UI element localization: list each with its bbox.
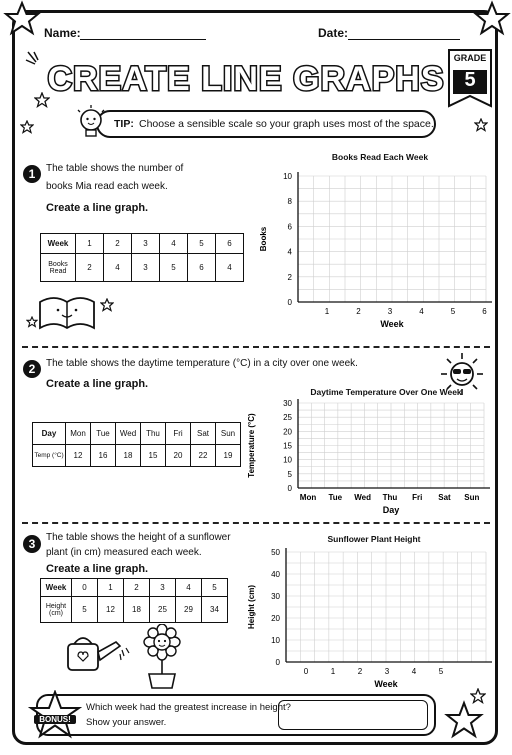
- table-cell: 5: [160, 254, 188, 282]
- table-header-cell: 1: [98, 579, 124, 597]
- table-header-cell: Wed: [116, 423, 141, 445]
- x-tick-label: Tue: [328, 493, 343, 502]
- y-tick-label: 50: [271, 548, 280, 557]
- tip-label: TIP:: [114, 118, 134, 130]
- q3-text-line1: The table shows the height of a sunflower: [46, 532, 231, 543]
- y-tick-label: 10: [271, 636, 280, 645]
- table-header-cell: 5: [188, 234, 216, 254]
- q3-data-table: [40, 578, 228, 623]
- table-header-cell: Sat: [191, 423, 216, 445]
- table-header-cell: Week: [41, 579, 72, 597]
- x-tick-label: 3: [384, 667, 390, 676]
- table-cell: 29: [176, 597, 202, 623]
- question-number: 2: [23, 360, 41, 378]
- table-header-cell: 4: [176, 579, 202, 597]
- table-header-cell: 1: [76, 234, 104, 254]
- y-axis-label: Temperature (°C): [247, 413, 256, 478]
- table-header-cell: 6: [216, 234, 244, 254]
- x-axis-label: Week: [374, 679, 398, 689]
- y-tick-label: 40: [271, 570, 280, 579]
- x-tick-label: Wed: [354, 493, 371, 502]
- y-axis-label: Height (cm): [247, 585, 256, 629]
- table-cell: 22: [191, 445, 216, 467]
- q1-instruction: Create a line graph.: [46, 202, 149, 214]
- table-cell: 12: [98, 597, 124, 623]
- table-cell: 16: [91, 445, 116, 467]
- q3-instruction: Create a line graph.: [46, 563, 149, 575]
- table-cell: 19: [216, 445, 241, 467]
- y-tick-label: 0: [287, 298, 292, 307]
- x-tick-label: 1: [330, 667, 336, 676]
- question-number: 3: [23, 535, 41, 553]
- name-label: Name:: [44, 26, 81, 40]
- star-icon: [100, 298, 114, 312]
- date-field[interactable]: [348, 39, 460, 40]
- table-header-cell: 0: [72, 579, 98, 597]
- sparkle-icon: [24, 50, 44, 72]
- q3-graph-title: Sunflower Plant Height: [327, 534, 421, 544]
- q1-text-line1: The table shows the number of: [46, 163, 184, 174]
- watering-can-icon: [64, 630, 134, 676]
- q1-graph-title: Books Read Each Week: [331, 152, 429, 162]
- table-header-cell: Tue: [91, 423, 116, 445]
- x-tick-label: 3: [387, 307, 393, 316]
- y-tick-label: 10: [283, 455, 292, 465]
- x-tick-label: 5: [450, 307, 456, 316]
- y-tick-label: 30: [271, 592, 280, 601]
- x-tick-label: 2: [357, 667, 363, 676]
- table-cell: 2: [76, 254, 104, 282]
- q2-graph-title: Daytime Temperature Over One Week: [310, 387, 462, 397]
- star-icon: [443, 700, 485, 742]
- section-divider: [22, 346, 490, 348]
- table-row-label: Height (cm): [41, 597, 72, 623]
- table-row-label: Books Read: [41, 254, 76, 282]
- bonus-badge: BONUS!: [34, 715, 76, 724]
- x-axis-label: Day: [382, 505, 400, 515]
- section-divider: [22, 522, 490, 524]
- table-cell: 12: [66, 445, 91, 467]
- x-axis-label: Week: [380, 319, 404, 329]
- table-cell: 18: [116, 445, 141, 467]
- table-cell: 34: [202, 597, 228, 623]
- table-header-cell: Week: [41, 234, 76, 254]
- star-icon: [472, 0, 512, 40]
- y-axis-label: Books: [259, 226, 268, 252]
- bonus-question: Which week had the greatest increase in height?: [86, 702, 291, 713]
- table-header-cell: Day: [33, 423, 66, 445]
- y-tick-label: 5: [287, 469, 292, 479]
- page-title: [36, 54, 456, 100]
- name-field[interactable]: [80, 39, 206, 40]
- x-tick-label: 0: [303, 667, 309, 676]
- grade-label: GRADE: [453, 53, 487, 63]
- table-cell: 15: [141, 445, 166, 467]
- table-header-cell: 3: [150, 579, 176, 597]
- y-tick-label: 20: [283, 427, 292, 437]
- y-tick-label: 25: [283, 413, 292, 423]
- x-tick-label: Sun: [464, 493, 480, 502]
- question-number: 1: [23, 165, 41, 183]
- y-tick-label: 8: [287, 197, 292, 207]
- y-tick-label: 15: [283, 441, 292, 451]
- q3-graph[interactable]: [242, 542, 492, 692]
- table-header-cell: 2: [104, 234, 132, 254]
- y-tick-label: 0: [275, 658, 280, 667]
- table-header-cell: Thu: [141, 423, 166, 445]
- q1-data-table: [40, 233, 244, 282]
- q2-text-line1: The table shows the daytime temperature (°C) in a city over one week.: [46, 358, 358, 369]
- q1-graph[interactable]: [254, 166, 494, 340]
- star-icon: [2, 0, 42, 40]
- y-tick-label: 20: [271, 614, 280, 623]
- table-cell: 4: [104, 254, 132, 282]
- star-icon: [26, 316, 38, 328]
- x-tick-label: 6: [482, 307, 487, 316]
- x-tick-label: 5: [438, 667, 444, 676]
- table-cell: 18: [124, 597, 150, 623]
- x-tick-label: Thu: [382, 493, 398, 502]
- svg-text:CREATE LINE GRAPHS: CREATE LINE GRAPHS: [47, 60, 445, 98]
- x-tick-label: Sat: [438, 493, 451, 502]
- date-label: Date:: [318, 26, 349, 40]
- tip-text: Choose a sensible scale so your graph uses most of the space.: [139, 118, 434, 130]
- table-header-cell: 3: [132, 234, 160, 254]
- lightbulb-icon: [74, 104, 108, 142]
- table-cell: 6: [188, 254, 216, 282]
- table-row-label: Temp (°C): [33, 445, 66, 467]
- x-tick-label: Mon: [299, 493, 317, 502]
- table-cell: 25: [150, 597, 176, 623]
- bonus-instruction: Show your answer.: [86, 717, 167, 728]
- y-tick-label: 2: [287, 272, 292, 282]
- x-tick-label: 4: [411, 667, 417, 676]
- y-tick-label: 10: [283, 172, 292, 181]
- grade-number: 5: [464, 69, 476, 91]
- y-tick-label: 0: [287, 484, 292, 493]
- table-cell: 5: [72, 597, 98, 623]
- book-icon: [36, 288, 98, 334]
- sunflower-icon: [138, 624, 186, 690]
- y-tick-label: 4: [287, 247, 292, 257]
- q1-text-line2: books Mia read each week.: [46, 181, 168, 192]
- q2-instruction: Create a line graph.: [46, 378, 149, 390]
- table-cell: 3: [132, 254, 160, 282]
- table-header-cell: Fri: [166, 423, 191, 445]
- star-icon: [474, 118, 488, 132]
- table-cell: 20: [166, 445, 191, 467]
- q3-text-line2: plant (in cm) measured each week.: [46, 547, 202, 558]
- x-tick-label: Fri: [412, 493, 423, 502]
- y-tick-label: 6: [287, 222, 292, 232]
- answer-box[interactable]: [278, 700, 428, 730]
- q2-graph[interactable]: [242, 395, 492, 519]
- y-tick-label: 30: [283, 399, 292, 408]
- q2-data-table: [32, 422, 241, 467]
- x-tick-label: 4: [419, 307, 424, 316]
- table-header-cell: Mon: [66, 423, 91, 445]
- star-icon: [20, 120, 34, 134]
- table-header-cell: 5: [202, 579, 228, 597]
- table-header-cell: Sun: [216, 423, 241, 445]
- table-cell: 4: [216, 254, 244, 282]
- table-header-cell: 2: [124, 579, 150, 597]
- x-tick-label: 1: [324, 307, 330, 316]
- table-header-cell: 4: [160, 234, 188, 254]
- x-tick-label: 2: [356, 307, 361, 316]
